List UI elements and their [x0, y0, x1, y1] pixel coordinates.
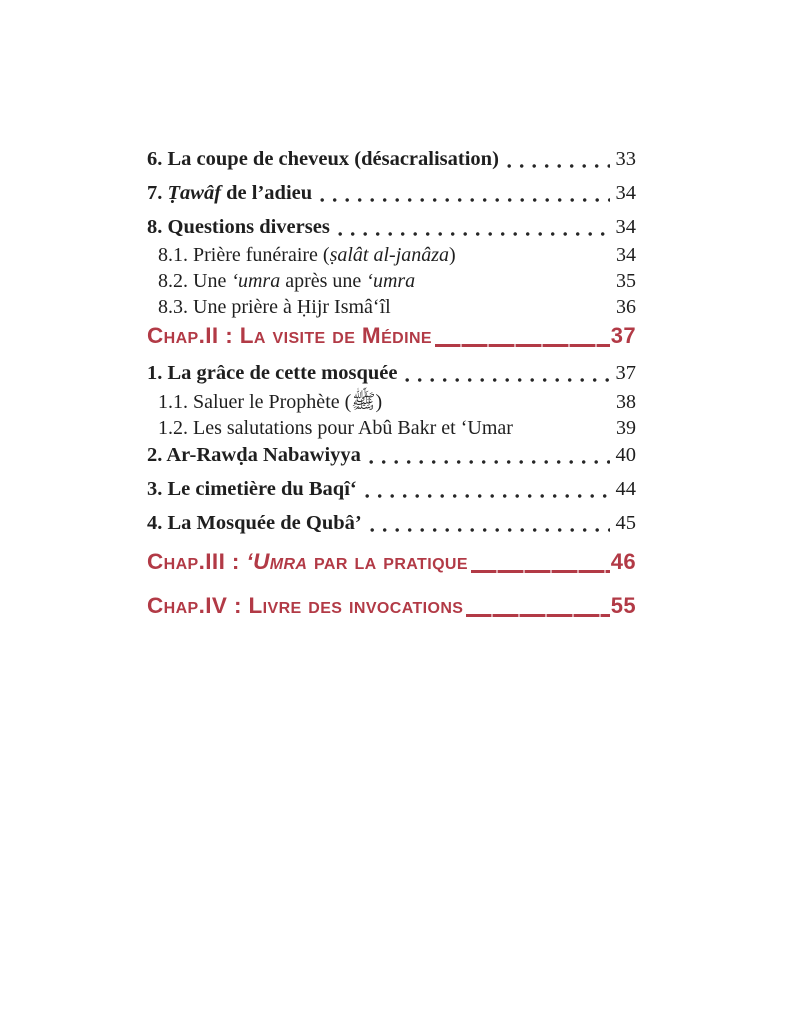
toc-label-segment: Chap.IV : Livre des invocations — [147, 593, 464, 618]
toc-entry-item — [147, 214, 636, 241]
toc-entry-page-number: 33 — [615, 148, 636, 170]
dotted-leader — [370, 524, 610, 536]
toc-entry-page-number: 34 — [615, 216, 636, 238]
toc-entry-subitem — [147, 390, 636, 415]
toc-entry-page-number: 36 — [616, 296, 636, 318]
toc-entry-page-number: 38 — [616, 391, 636, 413]
dotted-leader — [507, 160, 610, 172]
toc-entry-page-number: 46 — [610, 549, 636, 574]
toc-label-segment-italic: ṣalât al-janâza — [329, 244, 450, 266]
toc-label-segment: de l’adieu — [221, 182, 313, 204]
toc-label-segment: 1.2. Les salutations pour Abû Bakr et ‘Umar — [158, 417, 513, 439]
toc-entry-page-number: 55 — [610, 593, 636, 618]
toc-entry-subitem — [147, 269, 636, 294]
toc-entry-label — [147, 214, 330, 241]
toc-label-segment: 8. Questions diverses — [147, 216, 330, 238]
toc-label-segment: ) — [449, 244, 456, 266]
toc-entry-item — [147, 510, 636, 537]
toc-entry-item — [147, 442, 636, 469]
toc-entry-page-number: 40 — [615, 444, 636, 466]
toc-entry-label — [147, 476, 357, 503]
underscore-leader — [471, 570, 610, 573]
toc-label-segment: 2. Ar-Rawḍa Nabawiyya — [147, 444, 361, 466]
dotted-leader — [320, 194, 609, 206]
toc-label-segment: 8.2. Une — [158, 270, 232, 292]
dotted-leader — [365, 490, 610, 502]
toc-entry-page-number: 35 — [616, 270, 636, 292]
underscore-leader — [435, 344, 610, 347]
toc-entry-page-number: 44 — [615, 478, 636, 500]
toc-entry-page-number: 37 — [610, 323, 636, 348]
toc-entry-page-number: 45 — [615, 512, 636, 534]
toc-entry-label — [158, 243, 456, 268]
toc-entry-page-number: 34 — [616, 244, 636, 266]
toc-label-segment: 1.1. Saluer le Prophète (ﷺ) — [158, 391, 383, 413]
toc-label-segment: par la pratique — [307, 549, 468, 574]
toc-entry-label — [147, 510, 362, 537]
toc-entry-page-number: 34 — [615, 182, 636, 204]
dotted-leader — [338, 228, 610, 240]
toc-label-segment-italic: Ṭawâf — [167, 182, 222, 204]
toc-entry-label — [147, 321, 432, 351]
toc-label-segment: 1. La grâce de cette mosquée — [147, 362, 398, 384]
toc-entry-item — [147, 360, 636, 387]
toc-entry-label — [147, 547, 468, 577]
table-of-contents — [147, 146, 636, 621]
toc-label-segment: Chap.III : — [147, 549, 247, 574]
toc-entry-label — [147, 591, 463, 621]
toc-entry-label — [147, 180, 312, 207]
toc-entry-subitem — [147, 295, 636, 320]
toc-label-segment: 8.3. Une prière à Ḥijr Ismâ‘îl — [158, 296, 391, 318]
toc-entry-label — [147, 360, 397, 387]
toc-label-segment: 8.1. Prière funéraire ( — [158, 244, 330, 266]
toc-entry-label — [147, 146, 499, 173]
toc-entry-page-number: 37 — [615, 362, 636, 384]
toc-entry-label — [158, 416, 513, 441]
toc-entry-label — [158, 390, 382, 415]
toc-label-segment: 7. — [147, 182, 168, 204]
toc-label-segment-italic: ‘umra — [231, 270, 281, 292]
toc-entry-label — [158, 269, 415, 294]
dotted-leader — [369, 456, 610, 468]
toc-entry-subitem — [147, 416, 636, 441]
underscore-leader — [466, 614, 609, 617]
toc-entry-chapter — [147, 591, 636, 621]
toc-label-segment: 3. Le cimetière du Baqî‘ — [147, 478, 357, 500]
toc-label-segment: Chap.II : La visite de Médine — [147, 323, 432, 348]
toc-label-segment: après une — [280, 270, 367, 292]
toc-label-segment-italic: ‘umra — [366, 270, 416, 292]
toc-entry-chapter — [147, 547, 636, 577]
toc-label-segment: 4. La Mosquée de Qubâ’ — [147, 512, 362, 534]
toc-entry-label — [147, 442, 361, 469]
toc-label-segment-italic: ‘Umra — [246, 549, 308, 574]
toc-entry-label — [158, 295, 391, 320]
toc-entry-chapter — [147, 321, 636, 351]
toc-entry-item — [147, 180, 636, 207]
toc-label-segment: 6. La coupe de cheveux (désacralisation) — [147, 148, 499, 170]
toc-entry-page-number: 39 — [616, 417, 636, 439]
toc-entry-item — [147, 146, 636, 173]
dotted-leader — [405, 374, 609, 386]
toc-entry-subitem — [147, 243, 636, 268]
toc-entry-item — [147, 476, 636, 503]
